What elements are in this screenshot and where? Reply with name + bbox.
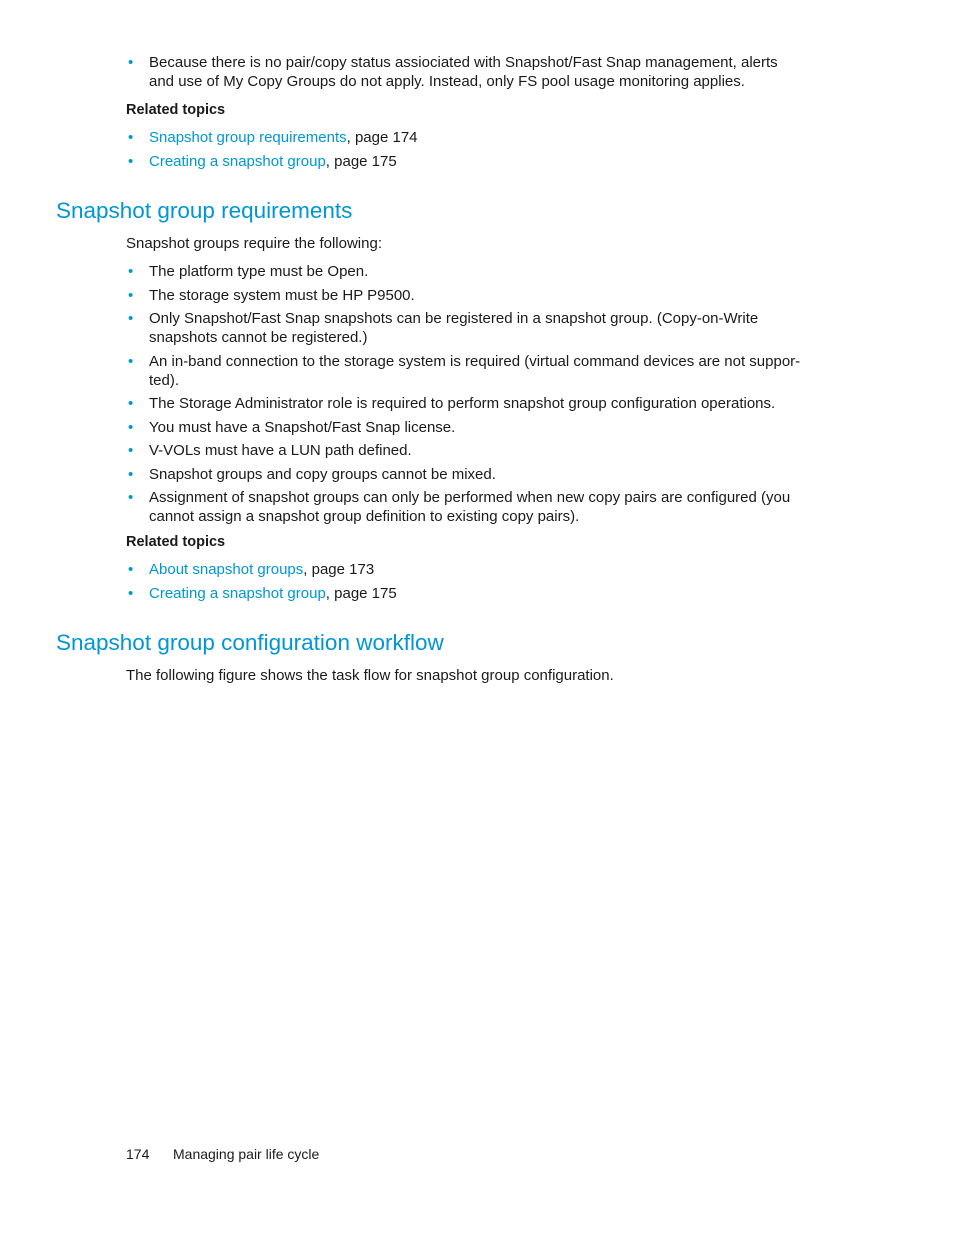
bullet-icon: • <box>128 442 134 459</box>
requirements-list <box>126 262 806 526</box>
related-topics-heading: Related topics <box>126 534 226 550</box>
bullet-icon: • <box>128 152 134 170</box>
list-item: • The platform type must be Open. <box>128 263 369 280</box>
bullet-text: Because there is no pair/copy status assiociated with Snapshot/Fast Snap management, alerts and use of My Copy Groups do not apply. Instead, only FS pool usage monitoring applies. <box>149 54 778 90</box>
bullet-icon: • <box>128 263 134 280</box>
section-intro: The following figure shows the task flow for snapshot group configuration. <box>126 667 614 684</box>
list-item: • Assignment of snapshot groups can only be performed when new copy pairs are configured (you cannot assign a snapshot group definition to existing copy pairs). <box>128 489 791 525</box>
list-item: • The Storage Administrator role is required to perform snapshot group configuration operations. <box>128 395 776 412</box>
page-reference: , page 174 <box>346 129 418 146</box>
bullet-icon: • <box>128 418 134 436</box>
section-title-requirements: Snapshot group requirements <box>56 198 353 223</box>
related-topics-heading: Related topics <box>126 102 226 118</box>
bullet-icon: • <box>128 395 134 412</box>
list-item: • V-VOLs must have a LUN path defined. <box>128 442 412 459</box>
link-snapshot-group-requirements[interactable]: Snapshot group requirements <box>149 129 347 146</box>
intro-bullet-list <box>126 53 806 91</box>
section-intro: Snapshot groups require the following: <box>126 235 382 252</box>
list-item: • An in-band connection to the storage system is required (virtual command devices are not suppor-ted). <box>128 352 801 389</box>
section-title-workflow: Snapshot group configuration workflow <box>56 630 444 655</box>
list-item <box>126 560 806 579</box>
bullet-icon: • <box>128 286 134 304</box>
bullet-icon: • <box>128 129 134 146</box>
page-footer <box>126 1145 319 1163</box>
list-item <box>126 152 806 171</box>
bullet-icon: • <box>128 561 134 578</box>
related-topics-1 <box>126 101 806 175</box>
related-topics-2 <box>126 533 806 607</box>
bullet-icon: • <box>128 310 134 327</box>
bullet-icon: • <box>128 54 134 71</box>
bullet-icon: • <box>128 584 134 602</box>
bullet-icon: • <box>128 465 134 483</box>
requirements-block <box>126 234 806 531</box>
workflow-block <box>126 666 806 685</box>
link-about-snapshot-groups[interactable]: About snapshot groups <box>149 561 304 578</box>
chapter-title: Managing pair life cycle <box>173 1146 320 1162</box>
list-item: • The storage system must be HP P9500. <box>128 286 415 304</box>
list-item <box>126 584 806 603</box>
list-item <box>126 128 806 147</box>
bullet-icon: • <box>128 352 134 370</box>
list-item: • Only Snapshot/Fast Snap snapshots can be registered in a snapshot group. (Copy-on-Write snapshots cannot be registered.) <box>128 310 759 346</box>
page-reference: , page 175 <box>325 152 397 170</box>
link-creating-a-snapshot-group[interactable]: Creating a snapshot group <box>149 584 326 602</box>
page-reference: , page 175 <box>325 584 397 602</box>
related-topics-list <box>126 560 806 603</box>
page-number: 174 <box>126 1146 150 1162</box>
page-reference: , page 173 <box>303 561 375 578</box>
related-topics-list <box>126 128 806 171</box>
list-item: • Snapshot groups and copy groups cannot be mixed. <box>128 465 496 483</box>
list-item: • You must have a Snapshot/Fast Snap license. <box>128 418 456 436</box>
link-creating-a-snapshot-group[interactable]: Creating a snapshot group <box>149 152 326 170</box>
bullet-icon: • <box>128 489 134 506</box>
list-item <box>126 53 806 91</box>
intro-block <box>126 53 806 96</box>
